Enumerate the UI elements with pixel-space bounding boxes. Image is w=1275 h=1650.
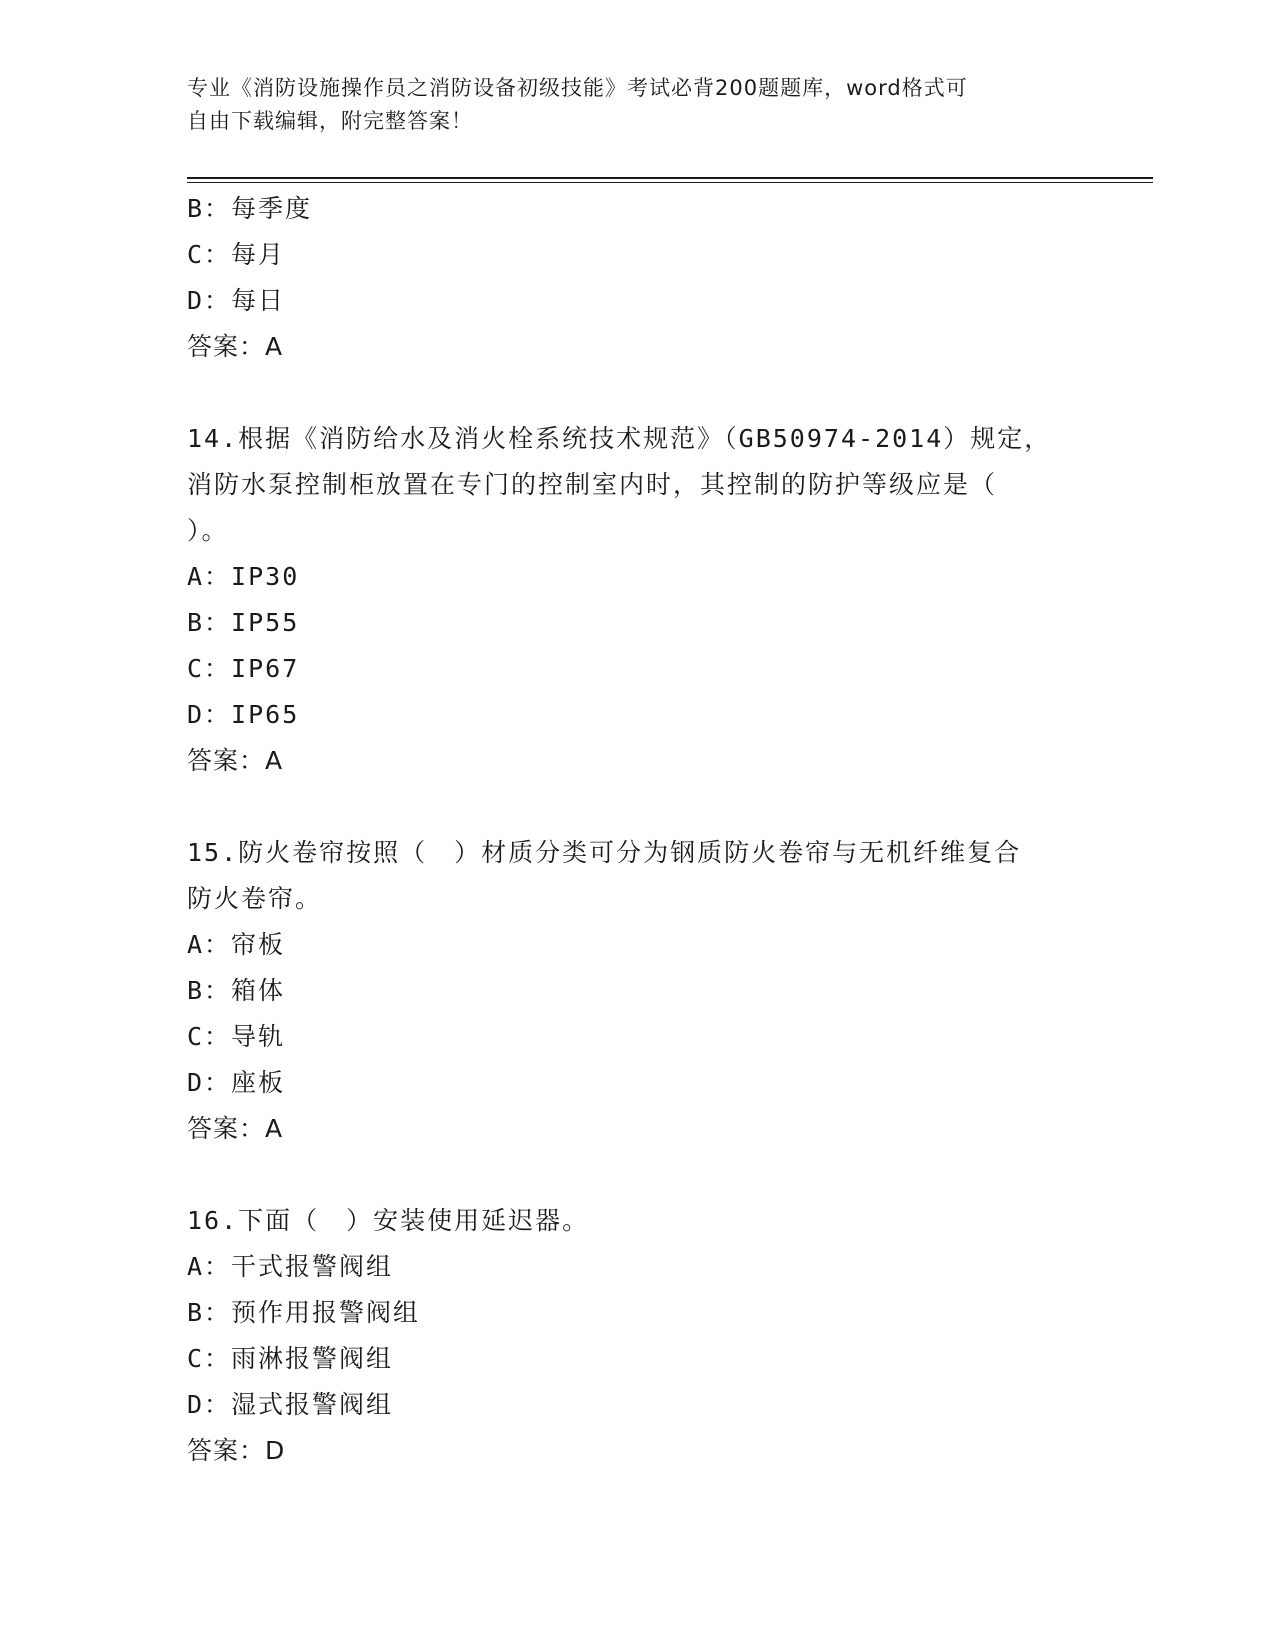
option-b: B：箱体 (187, 976, 286, 1005)
option-d: D：每日 (187, 286, 286, 315)
header-rule-thick (187, 177, 1153, 179)
option-a: A：干式报警阀组 (187, 1252, 394, 1281)
option-c: C：IP67 (187, 654, 300, 683)
option-a: A：IP30 (187, 562, 300, 591)
option-a: A：帘板 (187, 930, 286, 959)
option-b: B：预作用报警阀组 (187, 1298, 421, 1327)
question-stem-line: 16.下面（ ）安装使用延迟器。 (187, 1206, 590, 1235)
question-stem-line: 防火卷帘。 (187, 884, 323, 913)
question-16 (187, 1198, 1087, 1474)
question-13-continued (187, 186, 1087, 370)
question-content (187, 186, 1087, 1474)
header-rule-thin (187, 182, 1153, 183)
question-stem-line: 15.防火卷帘按照（ ）材质分类可分为钢质防火卷帘与无机纤维复合 (187, 838, 1022, 867)
option-d: D：湿式报警阀组 (187, 1390, 394, 1419)
answer-line: 答案：A (187, 332, 284, 361)
spacer (187, 784, 1087, 830)
question-15 (187, 830, 1087, 1152)
question-14 (187, 416, 1087, 784)
question-stem-line: ）。 (187, 516, 229, 545)
option-c: C：雨淋报警阀组 (187, 1344, 394, 1373)
option-b: B：IP55 (187, 608, 300, 637)
option-d: D：座板 (187, 1068, 286, 1097)
document-header (187, 72, 1087, 138)
question-stem-line: 消防水泵控制柜放置在专门的控制室内时，其控制的防护等级应是（ (187, 470, 998, 499)
spacer (187, 370, 1087, 416)
answer-line: 答案：A (187, 746, 284, 775)
question-stem-line: 14.根据《消防给水及消火栓系统技术规范》（GB50974-2014）规定， (187, 424, 1052, 453)
header-line-2: 自由下载编辑，附完整答案！ (187, 109, 473, 133)
header-line-1: 专业《消防设施操作员之消防设备初级技能》考试必背200题题库，word格式可 (187, 76, 968, 100)
option-d: D：IP65 (187, 700, 300, 729)
option-c: C：导轨 (187, 1022, 286, 1051)
answer-line: 答案：A (187, 1114, 284, 1143)
option-c: C：每月 (187, 240, 286, 269)
option-b: B：每季度 (187, 194, 313, 223)
spacer (187, 1152, 1087, 1198)
answer-line: 答案：D (187, 1436, 286, 1465)
